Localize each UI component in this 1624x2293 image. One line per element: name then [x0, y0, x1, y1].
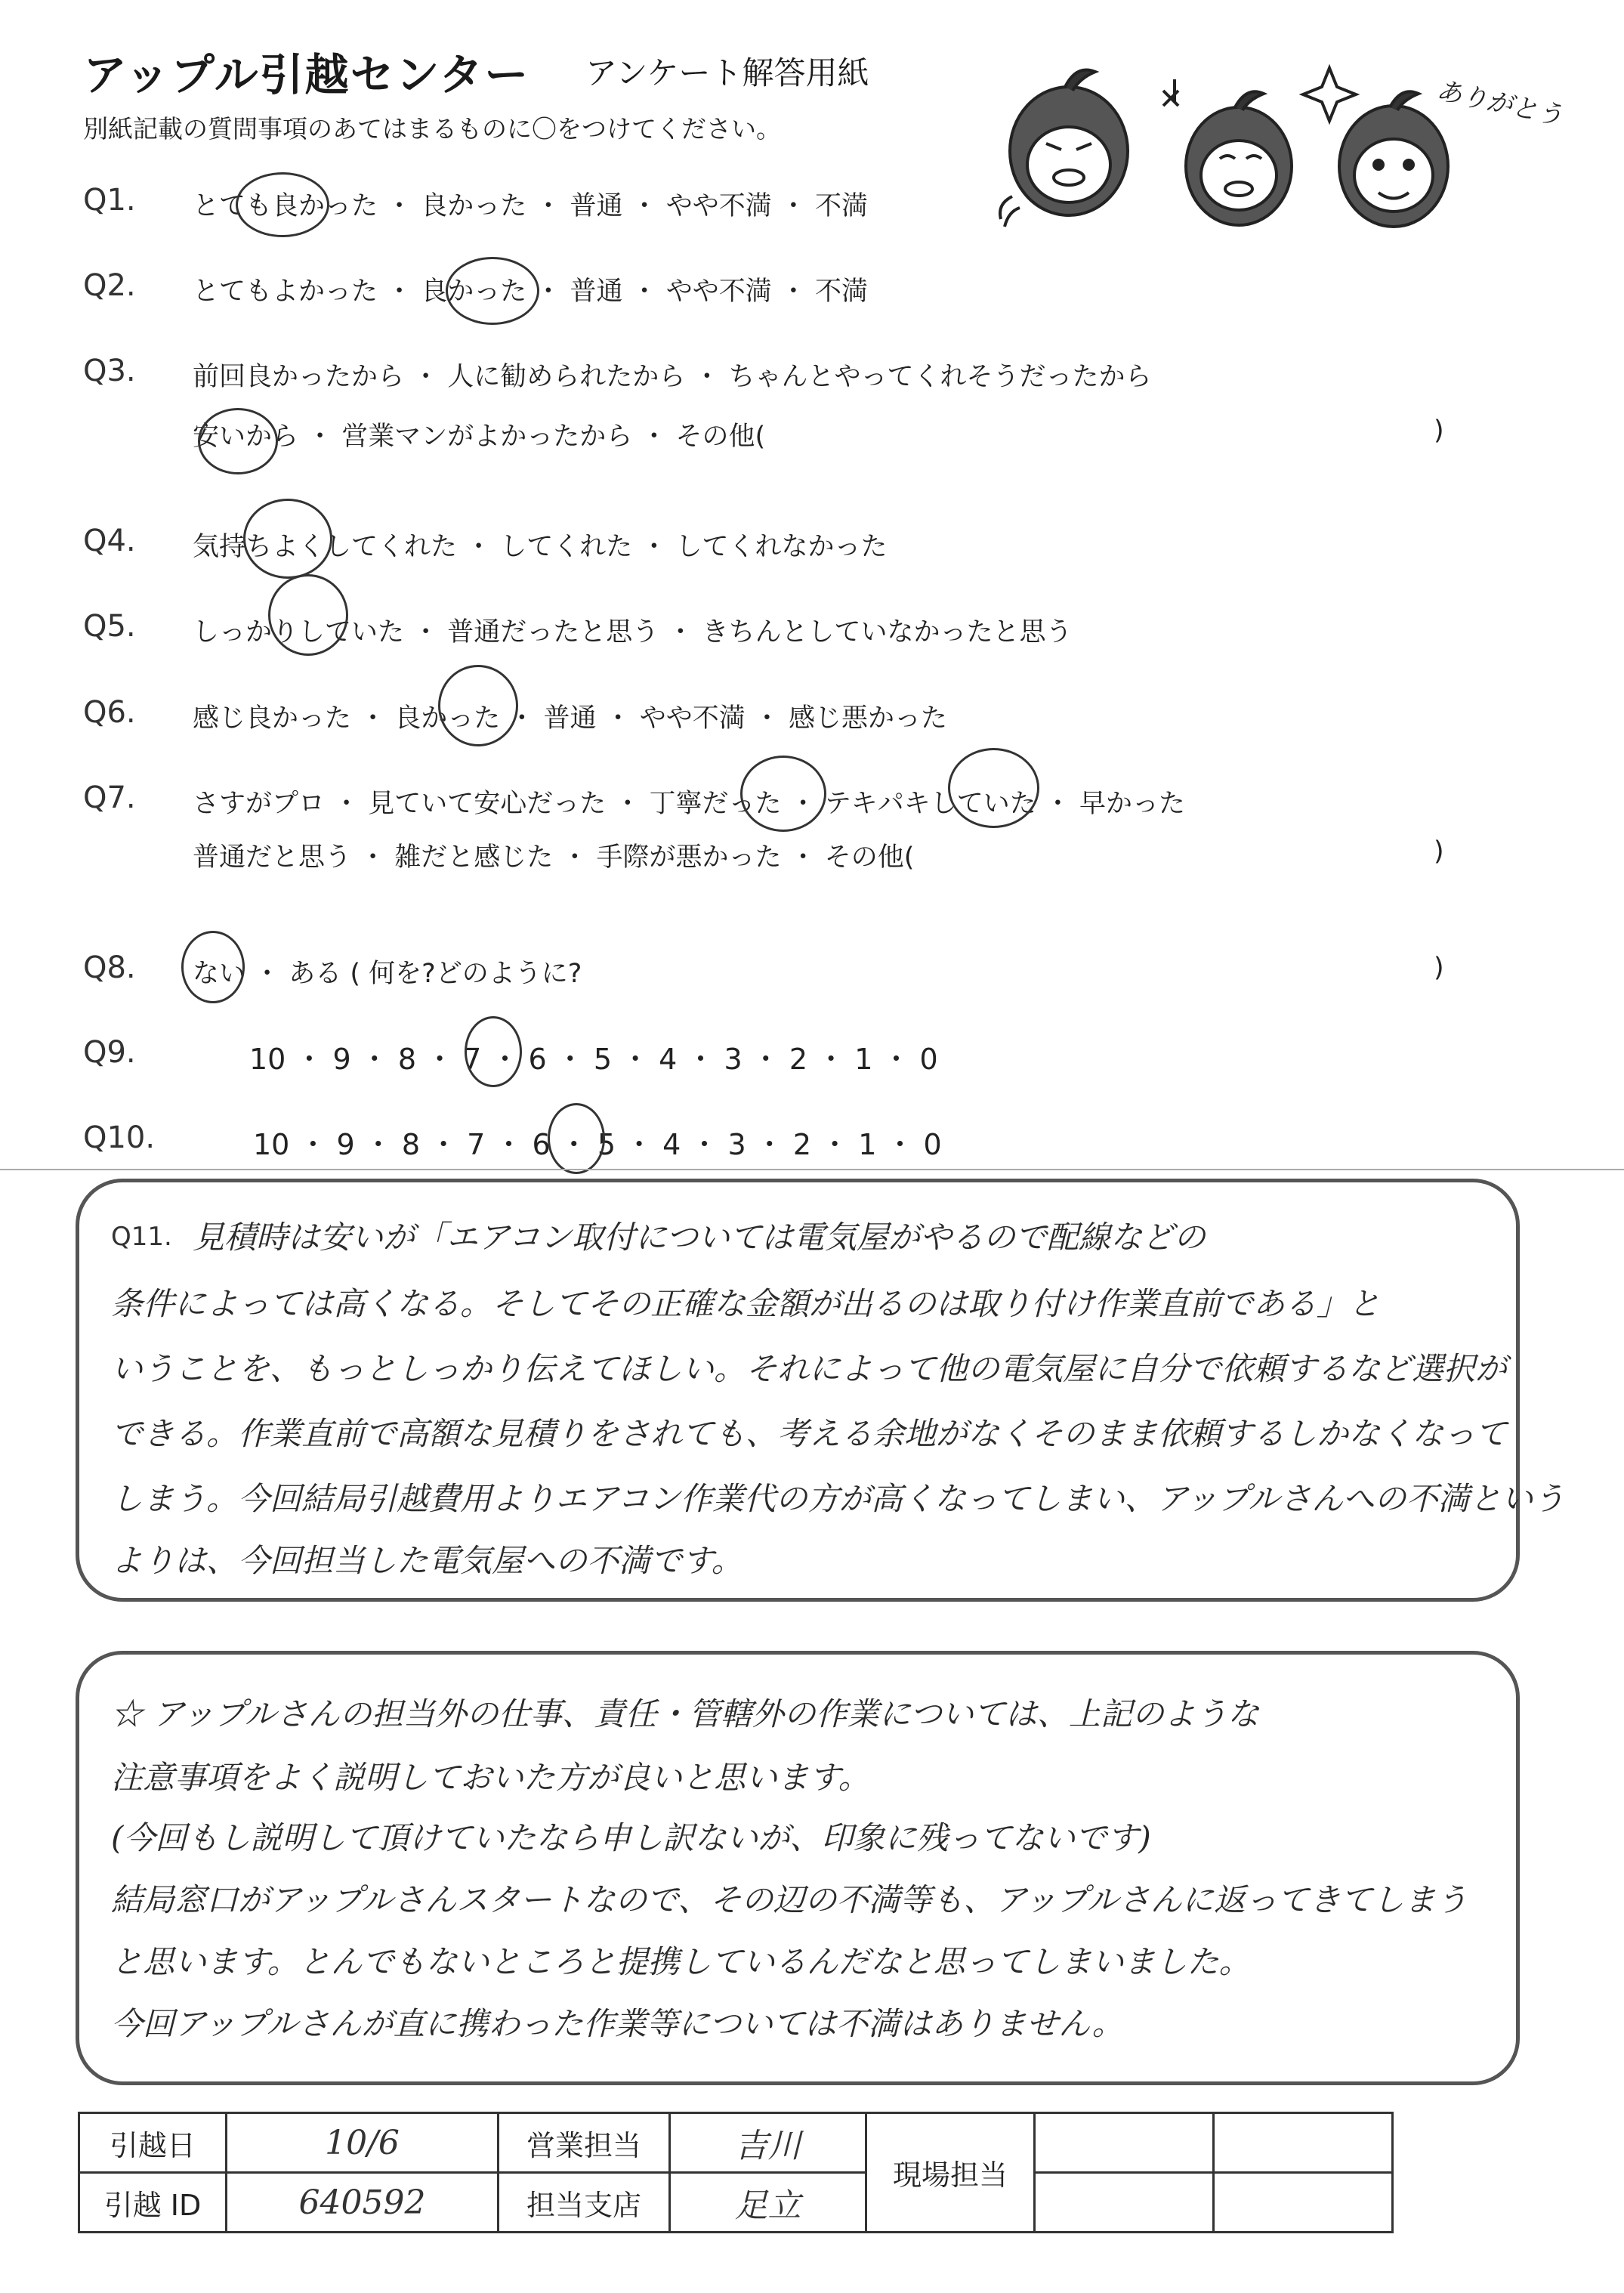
q8-options: ない ・ ある ( 何を?どのように? [193, 959, 582, 989]
q9-answer-circle [465, 1016, 522, 1087]
site-rep-cell-4 [1214, 2173, 1393, 2233]
move-id-label: 引越 ID [79, 2173, 227, 2233]
additional-comment-box [76, 1651, 1520, 2085]
q7-paren-close: ) [1434, 836, 1444, 867]
q3-label: Q3. [83, 354, 136, 388]
q3-options-line1: 前回良かったから ・ 人に勧められたから ・ ちゃんとやってくれそうだったから [193, 362, 1152, 392]
footer-info-table [78, 2112, 1394, 2233]
monkey-mascots-icon [990, 45, 1566, 242]
q11-line: いうことを、もっとしっかり伝えてほしい。それによって他の電気屋に自分で依頼するなど選択が [111, 1350, 1508, 1387]
company-name: アップル引越センター [83, 49, 530, 100]
q5-answer-circle [268, 574, 348, 656]
site-rep-label: 現場担当 [866, 2113, 1035, 2233]
form-title: アンケート解答用紙 [585, 54, 869, 91]
site-rep-cell-2 [1214, 2113, 1393, 2173]
instruction-text: 別紙記載の質問事項のあてはまるものに〇をつけてください。 [83, 114, 781, 144]
q7-options-line1: さすがプロ ・ 見ていて安心だった ・ 丁寧だった ・ テキパキしていた ・ 早かった [193, 789, 1186, 819]
q7-options-line2: 普通だと思う ・ 雑だと感じた ・ 手際が悪かった ・ その他( [193, 842, 915, 873]
q10-scale: 10 ・ 9 ・ 8 ・ 7 ・ 6 ・ 5 ・ 4 ・ 3 ・ 2 ・ 1 ・ 0 [253, 1128, 942, 1161]
site-rep-cell-1 [1035, 2113, 1214, 2173]
q9-scale: 10 ・ 9 ・ 8 ・ 7 ・ 6 ・ 5 ・ 4 ・ 3 ・ 2 ・ 1 ・ 0 [249, 1043, 938, 1076]
q6-label: Q6. [83, 695, 136, 730]
q1-answer-circle [236, 172, 329, 237]
q2-label: Q2. [83, 268, 136, 303]
note-line: 注意事項をよく説明しておいた方が良いと思います。 [111, 1759, 870, 1796]
q2-options: とてもよかった ・ 良かった ・ 普通 ・ やや不満 ・ 不満 [193, 277, 869, 307]
q7-answer-circle-2 [948, 748, 1039, 828]
q8-paren-close: ) [1434, 953, 1444, 983]
sales-rep-value: 吉川 [670, 2113, 866, 2173]
q1-label: Q1. [83, 183, 136, 218]
q4-answer-circle [243, 499, 332, 579]
q7-label: Q7. [83, 780, 136, 815]
q1-options: とても良かった ・ 良かった ・ 普通 ・ やや不満 ・ 不満 [193, 191, 869, 221]
sales-rep-label: 営業担当 [499, 2113, 670, 2173]
note-line: 結局窓口がアップルさんスタートなので、その辺の不満等も、アップルさんに返ってきてしまう [111, 1881, 1468, 1918]
q5-label: Q5. [83, 609, 136, 644]
q3-paren-close: ) [1434, 416, 1444, 446]
note-line: (今回もし説明して頂けていたなら申し訳ないが、印象に残ってないです) [111, 1819, 1151, 1856]
q4-options: 気持ちよくしてくれた ・ してくれた ・ してくれなかった [193, 532, 888, 562]
q9-label: Q9. [83, 1035, 136, 1070]
q10-label: Q10. [83, 1120, 156, 1155]
q3-options-line2: 安いから ・ 営業マンがよかったから ・ その他( [193, 422, 766, 452]
mascot-caption: ありがとう [1434, 75, 1566, 132]
q2-answer-circle [446, 257, 539, 325]
q11-line: できる。作業直前で高額な見積りをされても、考える余地がなくそのまま依頼するしかなくなって [111, 1415, 1508, 1452]
q8-answer-circle [181, 931, 245, 1003]
note-line: 今回アップルさんが直に携わった作業等については不満はありません。 [111, 2005, 1124, 2042]
note-line: と思います。とんでもないところと提携しているんだなと思ってしまいました。 [111, 1943, 1251, 1980]
q8-label: Q8. [83, 950, 136, 985]
mascot-illustration [990, 45, 1566, 242]
note-line: ☆ アップルさんの担当外の仕事、責任・管轄外の作業については、上記のような [111, 1695, 1259, 1732]
q5-options: しっかりしていた ・ 普通だったと思う ・ きちんとしていなかったと思う [193, 617, 1073, 647]
q11-line: 条件によっては高くなる。そしてその正確な金額が出るのは取り付け作業直前である」と [111, 1285, 1381, 1322]
q6-options: 感じ良かった ・ 良かった ・ 普通 ・ やや不満 ・ 感じ悪かった [193, 703, 948, 734]
q6-answer-circle [438, 665, 518, 746]
section-divider [0, 1169, 1624, 1170]
q4-label: Q4. [83, 524, 136, 558]
q11-line: しまう。今回結局引越費用よりエアコン作業代の方が高くなってしまい、アップルさんへの不満という [111, 1480, 1565, 1517]
move-date-value: 10/6 [227, 2113, 499, 2173]
q11-line: よりは、今回担当した電気屋への不満です。 [111, 1542, 743, 1579]
q11-comment-box [76, 1179, 1565, 1602]
q3-answer-circle [198, 408, 278, 474]
move-id-value: 640592 [227, 2173, 499, 2233]
q11-label: Q11. [111, 1222, 172, 1252]
branch-label: 担当支店 [499, 2173, 670, 2233]
q10-answer-circle [548, 1103, 605, 1174]
q11-line: 見積時は安いが「エアコン取付については電気屋がやるので配線などの [193, 1219, 1206, 1256]
q7-answer-circle-1 [740, 756, 826, 832]
move-date-label: 引越日 [79, 2113, 227, 2173]
branch-value: 足立 [670, 2173, 866, 2233]
site-rep-cell-3 [1035, 2173, 1214, 2233]
